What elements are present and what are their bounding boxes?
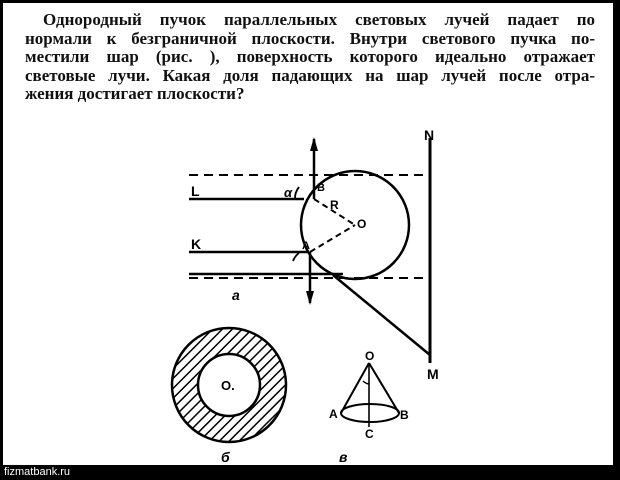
- label-O: O: [357, 217, 367, 231]
- label-L: L: [191, 183, 200, 199]
- arrowhead-down: [306, 291, 314, 305]
- problem-line-1: Однородный пучок параллельных световых лучей падает по: [43, 10, 595, 29]
- cone-base: [341, 404, 399, 422]
- problem-line-5: жения достигает плоскости?: [25, 84, 245, 103]
- problem-line-3: местили шар (рис. ), поверхность которого идеально отражает: [25, 47, 595, 66]
- radius-OA: [310, 225, 355, 252]
- label-C-c: C: [365, 427, 374, 441]
- label-A-c: A: [329, 407, 338, 421]
- figure-c: [329, 349, 409, 465]
- label-alpha: α: [284, 185, 293, 200]
- textbook-page: [3, 3, 617, 465]
- watermark-credit: fizmatbank.ru: [4, 466, 71, 478]
- cone-angle-arc: [363, 381, 369, 384]
- label-B-c: B: [400, 408, 409, 422]
- problem-line-4: световые лучи. Какая доля падающих на шар лучей после отра-: [25, 65, 595, 85]
- label-O-c: O: [365, 349, 375, 363]
- arrowhead-up: [310, 137, 318, 151]
- label-A: A: [302, 240, 310, 252]
- problem-line-2: нормали к безграничной плоскости. Внутри светового пучка по-: [25, 28, 595, 48]
- label-B: B: [317, 182, 325, 194]
- label-K: K: [191, 236, 202, 252]
- label-N: N: [424, 127, 435, 143]
- label-O-b: O.: [221, 378, 235, 393]
- label-M: M: [427, 366, 439, 382]
- label-R: R: [330, 198, 339, 212]
- caption-b: б: [221, 449, 230, 465]
- figure-b: [172, 328, 286, 465]
- angle-alpha-arc: [295, 187, 299, 199]
- problem-figure: [3, 3, 613, 465]
- caption-a: а: [232, 287, 240, 303]
- caption-c: в: [339, 449, 348, 465]
- angle-arc-A: [293, 253, 299, 261]
- reflected-ray-to-M: [333, 275, 430, 355]
